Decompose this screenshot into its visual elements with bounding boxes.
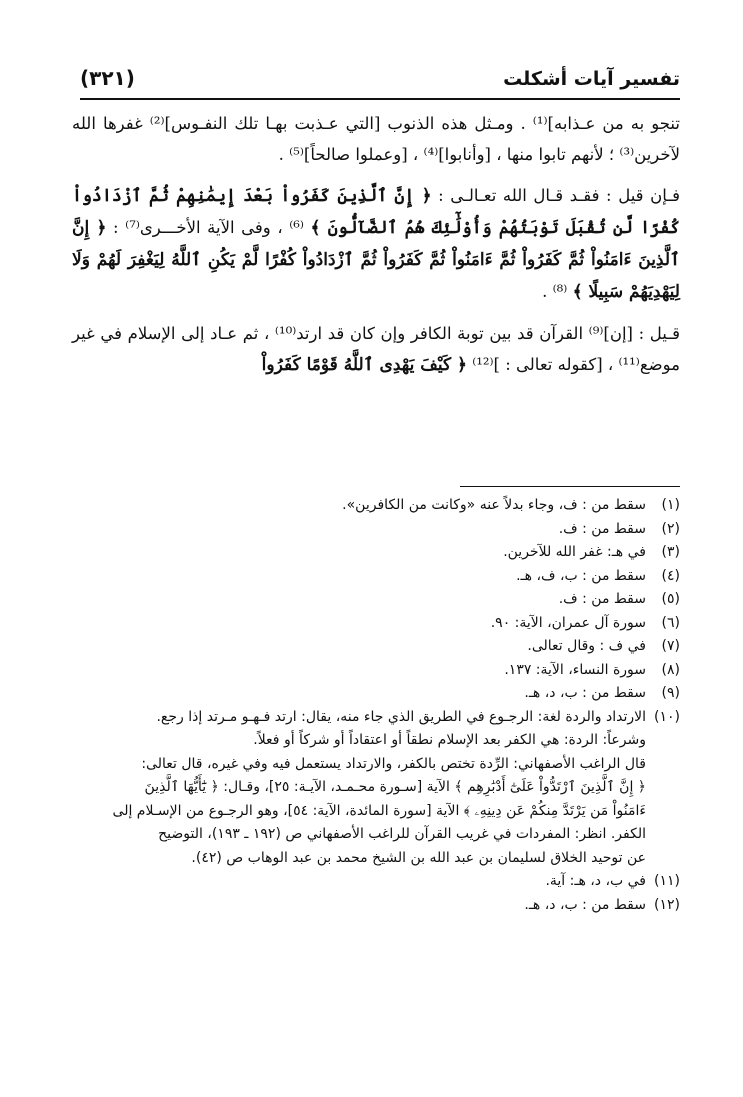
footnote-number: (٨) [661, 661, 680, 678]
footnote-10-continuation [80, 729, 680, 870]
paragraph-2-end: ⁽⁸⁾ . [542, 282, 568, 301]
quran-verse-1: ﴿ إِنَّ ٱلَّذِينَ كَفَرُواْ بَعْدَ إِيمَٰنِهِمْ ثُمَّ ٱزْدَادُواْ كُفْرًا لَّن تُقْبَلَ تَوْبَتُهُمْ وَأُوْلَٰٓئِكَ هُمُ ٱلضَّآلُّونَ ﴾ [72, 186, 681, 238]
footnote-text: الارتداد والردة لغة: الرجـوع في الطريق الذي جاء منه، يقال: ارتد فـهـو مـرتد إذا رجع. [156, 708, 646, 725]
footnote-line: عن توحيد الخلاق لسليمان بن عبد الله بن الشيخ محمد بن عبد الوهاب ص (٤٢). [191, 849, 646, 866]
footnote-number: (١٠) [654, 708, 680, 725]
footnote-line: قال الراغب الأصفهاني: الرِّدة تختص بالكفر، والارتداد يستعمل فيه وفي غيره، قال تعالى: [141, 755, 646, 772]
footnote-number: (٤) [661, 567, 680, 584]
paragraph-2 [72, 180, 680, 308]
footnote-number: (٩) [661, 685, 680, 701]
footnote-line: ﴿ إِنَّ ٱلَّذِينَ ٱرْتَدُّواْ عَلَىٰٓ أَدْبَٰرِهِم ﴾ الآية [سـورة محـمـد، الآيـة: ٢٥]، وقـال: ﴿ يَٰٓأَيُّهَا ٱلَّذِينَ [144, 779, 646, 795]
main-text [72, 108, 680, 391]
footnote-12 [80, 894, 680, 918]
footnote-line: ءَامَنُواْ مَن يَرْتَدَّ مِنكُمْ عَن دِينِهِۦ ﴾ الآية [سورة المائدة، الآية: ٥٤]، وهو الرجـوع من الإسـلام إلى [112, 802, 646, 819]
footnote-2 [80, 518, 680, 542]
paragraph-3-text: قـيل : [إن]⁽⁹⁾ القرآن قد بين توبة الكافر وإن كان قد ارتد⁽¹⁰⁾ ، ثم عـاد إلى الإسلام في غير موضع⁽¹¹⁾ ، [كقوله تعالى : ]⁽¹²⁾ [72, 324, 680, 374]
footnote-text: سقط من : ب، د، هـ. [524, 685, 646, 701]
footnote-number: (٦) [661, 614, 680, 631]
footnote-4 [80, 565, 680, 589]
paragraph-2-intro: فـإن قيل : فقـد قـال الله تعـالـى : [438, 186, 681, 205]
footnote-number: (٢) [661, 520, 680, 537]
page-header [80, 62, 680, 100]
footnote-text: سقط من : ف، وجاء بدلاً عنه «وكانت من الكافرين». [342, 497, 646, 513]
footnote-text: سورة آل عمران، الآية: ٩٠. [490, 614, 646, 631]
footnote-6 [80, 612, 680, 636]
footnote-text: في هـ: غفر الله للآخرين. [503, 544, 646, 560]
footnote-number: (٣) [661, 544, 680, 560]
footnote-9 [80, 682, 680, 706]
footnote-number: (٥) [661, 591, 680, 607]
paragraph-2-mid: ⁽⁶⁾ ، وفى الآية الأخـــرى⁽⁷⁾ : [113, 218, 304, 237]
paragraph-3 [72, 318, 680, 381]
footnote-line: وشرعاً: الردة: هي الكفر بعد الإسلام نطقاً أو اعتقاداً أو شركاً أو فعلاً. [253, 732, 646, 748]
footnote-number: (١) [661, 497, 680, 513]
page-number: (٣٢١) [80, 66, 135, 90]
footnote-text: في ف : وقال تعالى. [527, 638, 646, 654]
footnote-line: الكفر. انظر: المفردات في غريب القرآن للراغب الأصفهاني ص (١٩٢ ـ ١٩٣)، التوضيح [158, 826, 646, 842]
footnote-7 [80, 635, 680, 659]
footnote-text: سقط من : ب، د، هـ. [524, 896, 646, 913]
footnote-1 [80, 494, 680, 518]
footnote-text: سقط من : ف. [558, 520, 646, 537]
footnote-text: سقط من : ف. [558, 591, 646, 607]
footnote-text: سورة النساء، الآية: ١٣٧. [504, 661, 646, 678]
footnote-text: سقط من : ب، ف، هـ. [516, 567, 646, 584]
footnote-10 [80, 706, 680, 730]
footnote-8 [80, 659, 680, 683]
footnote-number: (١١) [654, 873, 680, 889]
paragraph-1-text: تنجو به من عـذابه]⁽¹⁾ . ومـثل هذه الذنوب [التي عـذبت بهـا تلك النفـوس]⁽²⁾ غفرها الله لآخرين⁽³⁾ ؛ لأنهم تابوا منها ، [وأنابوا]⁽⁴⁾ ، [وعملوا صالحاً]⁽⁵⁾ . [72, 114, 681, 164]
footnote-3 [80, 541, 680, 565]
footnote-number: (٧) [661, 638, 680, 654]
footnote-11 [80, 870, 680, 894]
footnote-number: (١٢) [654, 896, 680, 913]
quran-verse-2: ﴿ إِنَّ ٱلَّذِينَ ءَامَنُواْ ثُمَّ كَفَرُواْ ثُمَّ ءَامَنُواْ ثُمَّ كَفَرُواْ ثُمَّ ٱزْدَادُواْ كُفْرًا لَّمْ يَكُنِ ٱللَّهُ لِيَغْفِرَ لَهُمْ وَلَا لِيَهْدِيَهُمْ سَبِيلًا ﴾ [72, 218, 680, 302]
footnote-text: في ب، د، هـ: آية. [545, 873, 646, 889]
running-title: تفسير آيات أشكلت [503, 68, 680, 90]
footnote-5 [80, 588, 680, 612]
quran-verse-3: ﴿ كَيْفَ يَهْدِى ٱللَّهُ قَوْمًا كَفَرُواْ [261, 355, 467, 375]
footnotes [80, 484, 680, 917]
paragraph-1 [72, 108, 680, 170]
